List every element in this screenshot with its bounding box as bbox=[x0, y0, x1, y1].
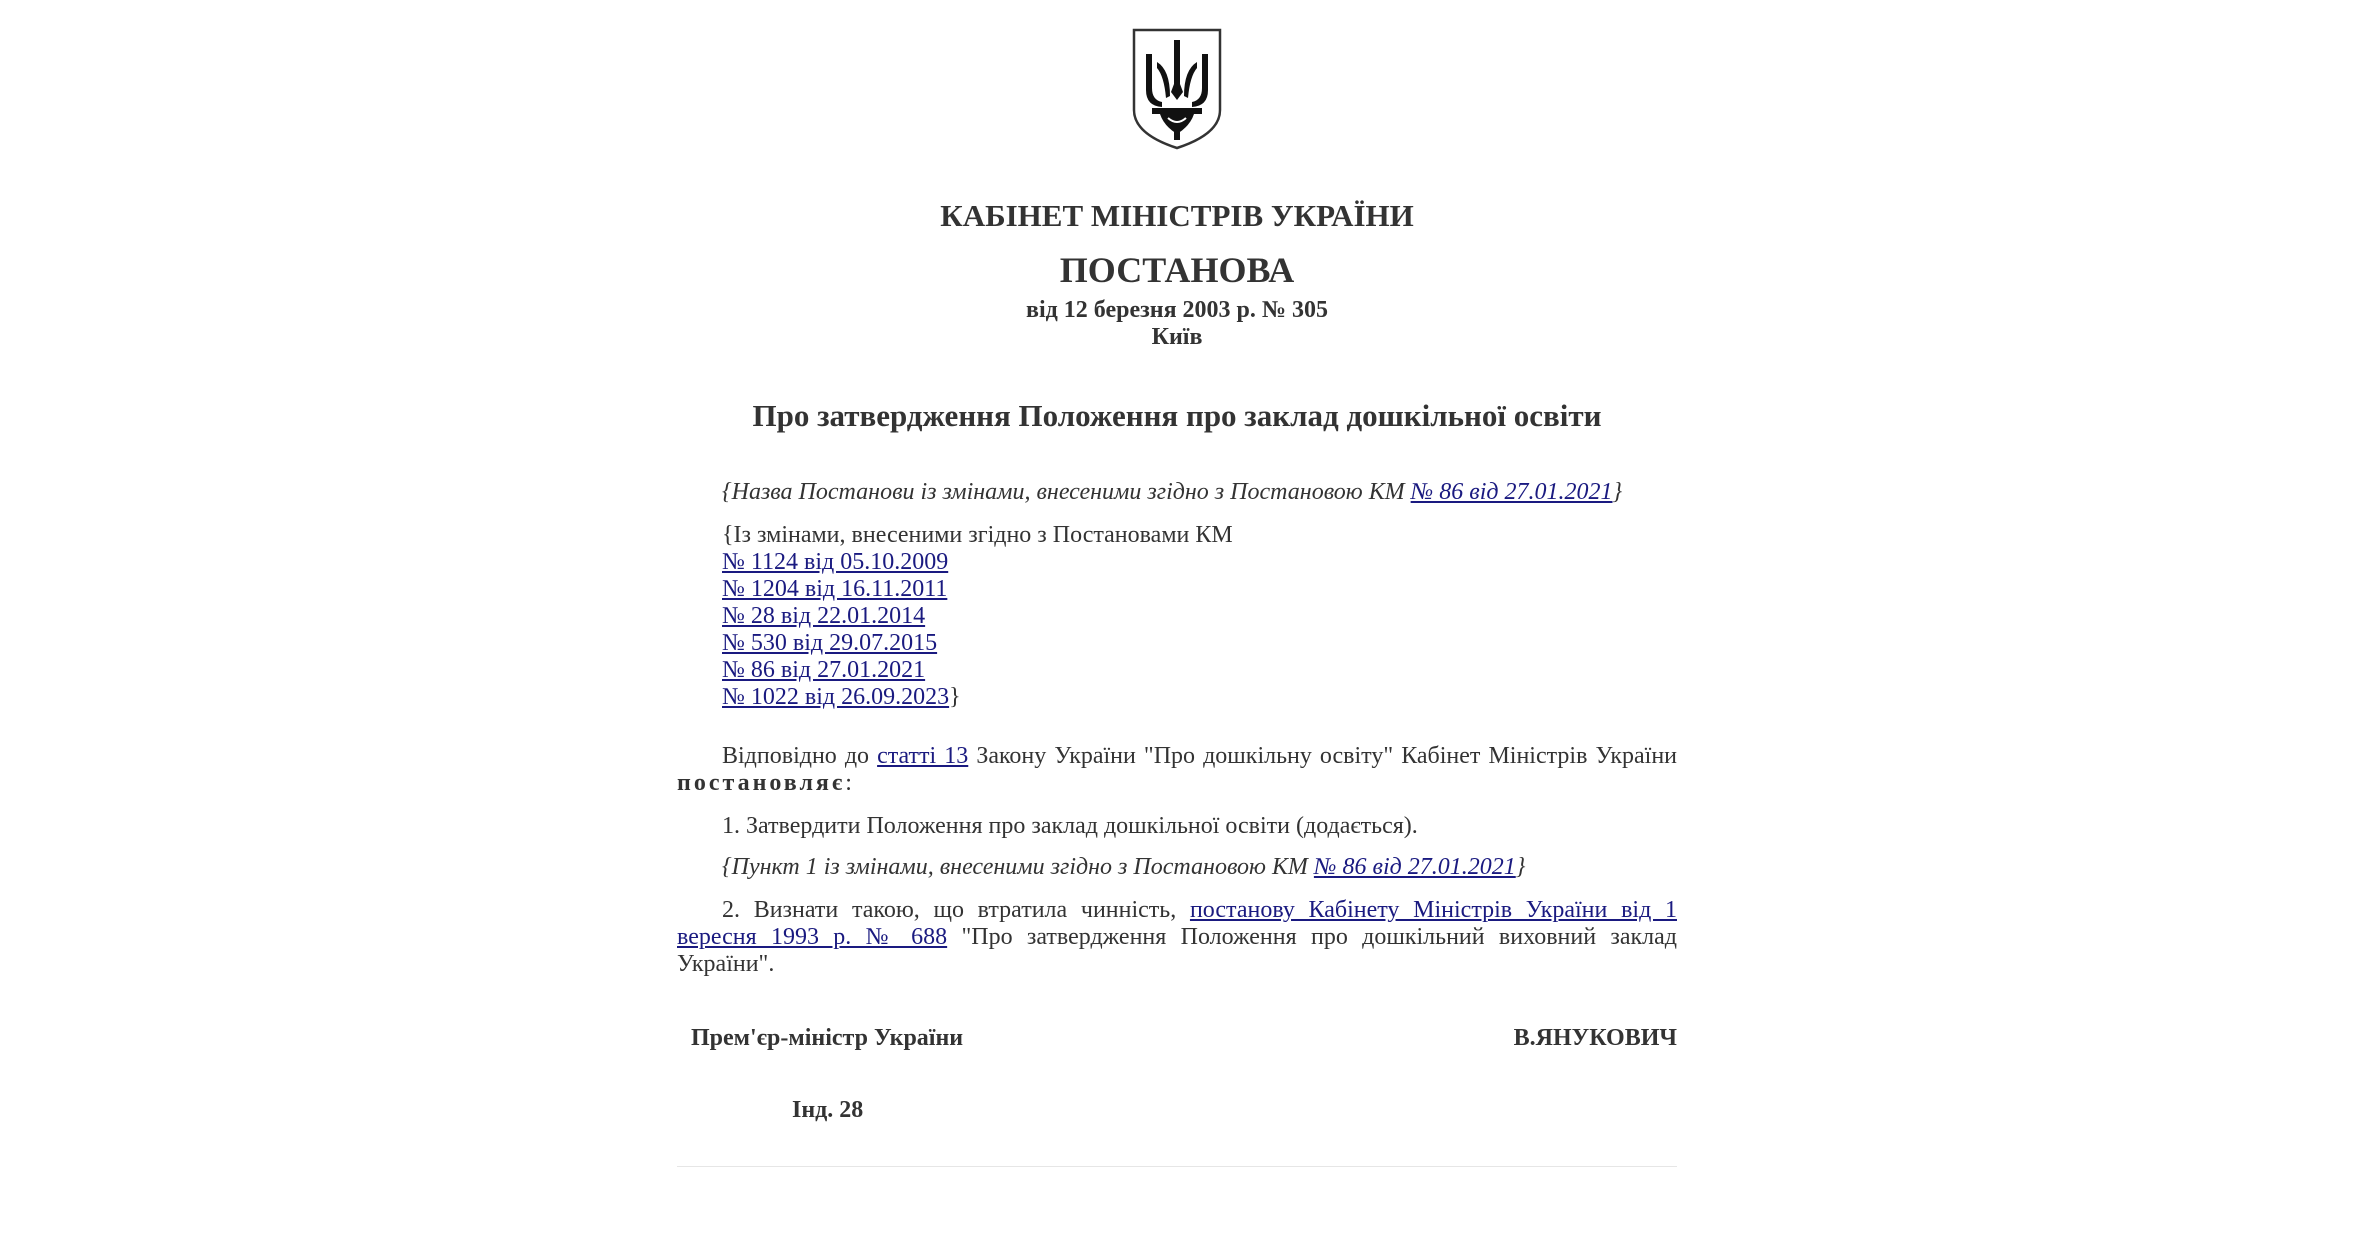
document-date-number: від 12 березня 2003 р. № 305 bbox=[1025, 297, 1329, 323]
amendment-link[interactable]: № 86 від 27.01.2021 bbox=[722, 657, 926, 683]
amendment-link[interactable]: № 530 від 29.07.2015 bbox=[722, 630, 938, 656]
amendment-link-86[interactable]: № 86 від 27.01.2021 bbox=[1313, 854, 1516, 880]
document-type: ПОСТАНОВА bbox=[1059, 250, 1295, 290]
preamble-text: Закону України "Про дошкільну освіту" Кабінет Міністрів України bbox=[968, 743, 1678, 769]
signatory-position: Прем'єр-міністр України bbox=[691, 1025, 964, 1051]
note-close-brace: } bbox=[1515, 854, 1526, 880]
repealed-resolution-link[interactable]: постанову Кабінету Міністрів України від 1 вересня 1993 р. № 688 bbox=[677, 897, 1677, 950]
document-index: Інд. 28 bbox=[792, 1097, 864, 1123]
amendment-link-86[interactable]: № 86 від 27.01.2021 bbox=[1410, 479, 1613, 505]
item-2-text: "Про затвердження Положення про дошкільний виховний заклад України". bbox=[677, 924, 1678, 977]
amendments-close-brace: } bbox=[949, 684, 961, 710]
preamble-paragraph bbox=[677, 743, 1677, 797]
issuing-authority: КАБІНЕТ МІНІСТРІВ УКРАЇНИ bbox=[940, 198, 1414, 233]
note-open-brace: { bbox=[722, 854, 732, 880]
item-2-text: 2. Визнати такою, що втратила чинність, bbox=[722, 897, 1190, 923]
item-1-amendment-note bbox=[677, 854, 1677, 881]
preamble-colon: : bbox=[845, 770, 852, 796]
document-city: Київ bbox=[1151, 324, 1203, 350]
law-article-link[interactable]: статті 13 bbox=[877, 743, 969, 769]
preamble-text: Відповідно до bbox=[722, 743, 878, 769]
divider bbox=[677, 1166, 1677, 1167]
note-text: Пункт 1 із змінами, внесеними згідно з Постановою КМ bbox=[731, 854, 1314, 880]
amendment-link[interactable]: № 1204 від 16.11.2011 bbox=[722, 576, 948, 602]
tryzub-coat-of-arms-icon bbox=[1130, 26, 1224, 151]
amendments-list bbox=[677, 522, 1677, 711]
note-text: Назва Постанови із змінами, внесеними згідно з Постановою КМ bbox=[731, 479, 1411, 505]
amendments-intro: {Із змінами, внесеними згідно з Постановами КМ bbox=[722, 522, 1233, 548]
note-open-brace: { bbox=[722, 479, 732, 505]
amendment-link[interactable]: № 1022 від 26.09.2023 bbox=[722, 684, 950, 710]
document-title: Про затвердження Положення про заклад дошкільної освіти bbox=[752, 398, 1602, 433]
title-amendment-note bbox=[677, 479, 1677, 506]
amendment-link[interactable]: № 28 від 22.01.2014 bbox=[722, 603, 926, 629]
item-1: 1. Затвердити Положення про заклад дошкільної освіти (додається). bbox=[722, 813, 1418, 839]
item-2 bbox=[677, 897, 1677, 978]
decides-word: постановляє bbox=[677, 770, 846, 796]
signatory-name: В.ЯНУКОВИЧ bbox=[1513, 1025, 1677, 1051]
note-close-brace: } bbox=[1612, 479, 1623, 505]
amendment-link[interactable]: № 1124 від 05.10.2009 bbox=[722, 549, 949, 575]
